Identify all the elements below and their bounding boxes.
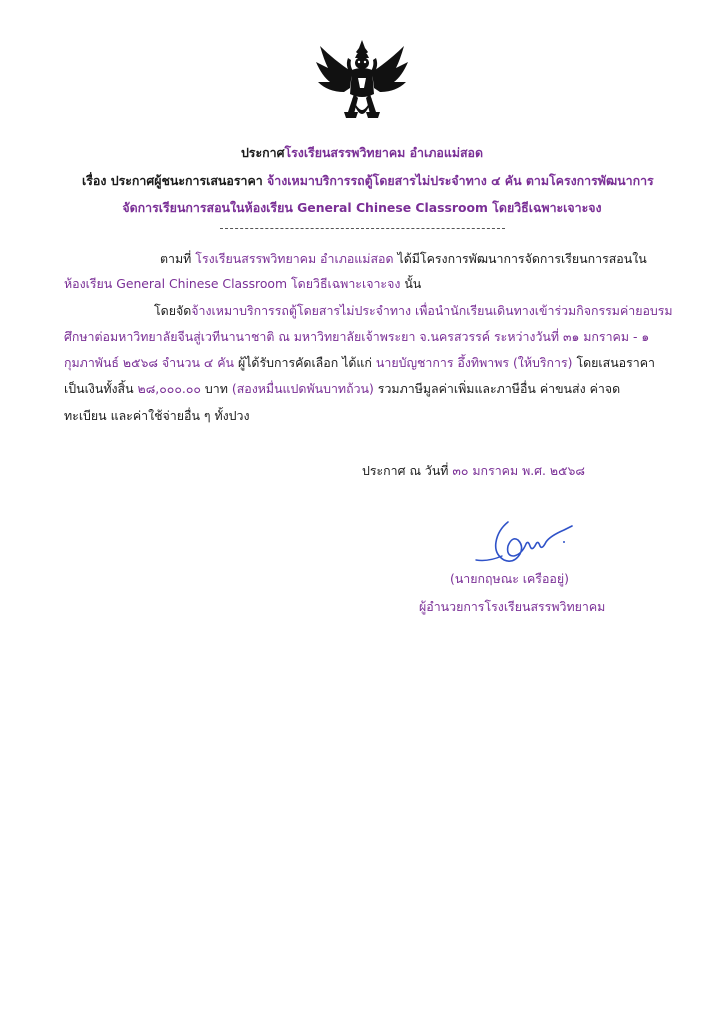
p2-text: เป็นเงินทั้งสิ้น xyxy=(64,381,134,396)
signatory-name: (นายกฤษณะ เครืออยู่) xyxy=(450,571,569,586)
announce-prefix: ประกาศ xyxy=(240,145,285,160)
subject-main: ประกาศผู้ชนะการเสนอราคา xyxy=(110,173,263,188)
p2-purpose: เพื่อนำนักเรียนเดินทางเข้าร่วมกิจกรรมค่ายอบรม xyxy=(414,303,673,318)
p2-service: จ้างเหมาบริการรถตู้โดยสารไม่ประจำทาง xyxy=(191,303,412,318)
subject-label: เรื่อง xyxy=(82,173,107,188)
paragraph-1-line-2 xyxy=(64,275,421,293)
p1-text: นั้น xyxy=(404,276,422,291)
subject-highlight: จ้างเหมาบริการรถตู้โดยสารไม่ประจำทาง ๔ คัน ตามโครงการพัฒนาการ xyxy=(267,173,654,188)
paragraph-1-line-1 xyxy=(160,250,647,268)
p2-text: โดยเสนอราคา xyxy=(576,355,655,370)
p2-text: ผู้ได้รับการคัดเลือก ได้แก่ xyxy=(237,355,372,370)
p1-school: โรงเรียนสรรพวิทยาคม อำเภอแม่สอด xyxy=(195,251,394,266)
p2-text: รวมภาษีมูลค่าเพิ่มและภาษีอื่น ค่าขนส่ง ค่าจด xyxy=(377,381,621,396)
paragraph-2-line-1 xyxy=(154,302,673,320)
subject-line-2: จัดการเรียนการสอนในห้องเรียน General Chinese Classroom โดยวิธีเฉพาะเจาะจง xyxy=(122,200,602,215)
paragraph-2-line-5: ทะเบียน และค่าใช้จ่ายอื่น ๆ ทั้งปวง xyxy=(64,408,250,423)
divider-line xyxy=(220,228,505,229)
date-prefix: ประกาศ ณ วันที่ xyxy=(362,463,449,478)
paragraph-2-line-3 xyxy=(64,354,655,372)
paragraph-2-line-2: ศึกษาต่อมหาวิทยาลัยจีนสู่เวทีนานาชาติ ณ มหาวิทยาลัยเจ้าพระยา จ.นครสวรรค์ ระหว่างวันที่ ๓๑ มกราคม - ๑ xyxy=(64,329,650,344)
date-value: ๓๐ มกราคม พ.ศ. ๒๕๖๘ xyxy=(452,463,585,478)
p2-text: โดยจัด xyxy=(154,303,192,318)
p2-text: บาท xyxy=(204,381,228,396)
handwritten-signature xyxy=(468,516,578,572)
p1-text: ได้มีโครงการพัฒนาการจัดการเรียนการสอนใน xyxy=(397,251,647,266)
p1-project-name: ห้องเรียน General Chinese Classroom โดยวิธีเฉพาะเจาะจง xyxy=(64,276,401,291)
announcement-date xyxy=(362,462,585,480)
p2-amount-words: (สองหมื่นแปดพันบาทถ้วน) xyxy=(231,381,374,396)
school-district: โรงเรียนสรรพวิทยาคม อำเภอแม่สอด xyxy=(284,145,484,160)
p2-amount: ๒๘,๐๐๐.๐๐ xyxy=(137,381,201,396)
p1-text: ตามที่ xyxy=(160,251,192,266)
announcement-title xyxy=(0,144,724,162)
garuda-emblem-icon xyxy=(314,38,410,130)
p2-winner: นายบัญชาการ อึ้งทิพาพร (ให้บริการ) xyxy=(375,355,573,370)
subject-line-1 xyxy=(82,172,654,190)
paragraph-2-line-4 xyxy=(64,380,620,398)
signatory-position: ผู้อำนวยการโรงเรียนสรรพวิทยาคม xyxy=(419,599,606,614)
p2-dates: กุมภาพันธ์ ๒๕๖๘ จำนวน ๔ คัน xyxy=(64,355,234,370)
